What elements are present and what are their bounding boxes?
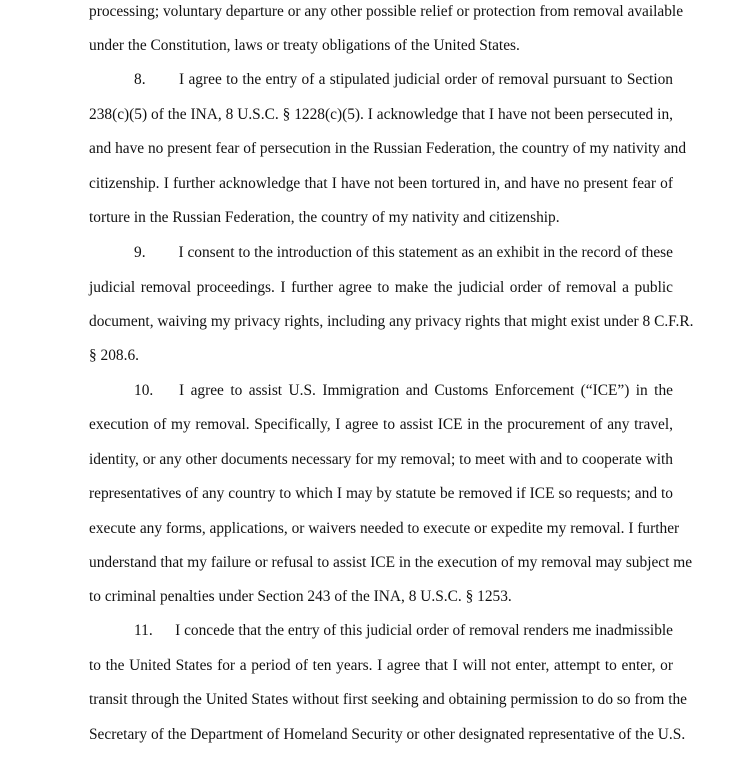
paragraph-11-first-line [89,621,673,641]
text-line: identity, or any other documents necessary for my removal; to meet with and to cooperate with [89,451,673,468]
paragraph-number: 11. [134,622,153,639]
text-line: § 208.6. [89,347,140,364]
text-line: I agree to the entry of a stipulated judicial order of removal pursuant to Section [179,71,673,88]
text-line: I concede that the entry of this judicial order of removal renders me inadmissible [175,622,673,639]
text-line: 238(c)(5) of the INA, 8 U.S.C. § 1228(c)(5). I acknowledge that I have not been persecuted in, [89,106,673,123]
text-line: I agree to assist U.S. Immigration and Customs Enforcement (“ICE”) in the [179,382,673,399]
text-line: under the Constitution, laws or treaty obligations of the United States. [89,37,520,54]
text-line: processing; voluntary departure or any other possible relief or protection from removal available [89,3,684,20]
text-line: document, waiving my privacy rights, including any privacy rights that might exist under 8 C.F.R. [89,313,694,330]
text-line: understand that my failure or refusal to assist ICE in the execution of my removal may subject me [89,554,693,571]
paragraph-10-first-line [89,381,673,401]
text-line: execute any forms, applications, or waivers needed to execute or expedite my removal. I further [89,520,680,537]
paragraph-number: 9. [134,244,146,261]
paragraph-8-first-line [89,70,673,90]
text-line: representatives of any country to which I may by statute be removed if ICE so requests; and to [89,485,673,502]
text-line: to criminal penalties under Section 243 of the INA, 8 U.S.C. § 1253. [89,588,512,605]
text-line: citizenship. I further acknowledge that I have not been tortured in, and have no present fear of [89,175,673,192]
text-line: transit through the United States without first seeking and obtaining permission to do so from the [89,691,688,708]
paragraph-number: 8. [134,71,146,88]
text-line: and have no present fear of persecution in the Russian Federation, the country of my nativity and [89,140,687,157]
text-line: I consent to the introduction of this statement as an exhibit in the record of these [178,244,673,261]
paragraph-9-first-line [89,243,673,263]
paragraph-number: 10. [134,382,154,399]
text-line: to the United States for a period of ten years. I agree that I will not enter, attempt to enter, or [89,657,673,674]
text-line: execution of my removal. Specifically, I agree to assist ICE in the procurement of any travel, [89,416,673,433]
text-line: judicial removal proceedings. I further agree to make the judicial order of removal a public [89,279,673,296]
text-line: Secretary of the Department of Homeland Security or other designated representative of the U.S. [89,726,686,743]
text-line: torture in the Russian Federation, the country of my nativity and citizenship. [89,209,560,226]
